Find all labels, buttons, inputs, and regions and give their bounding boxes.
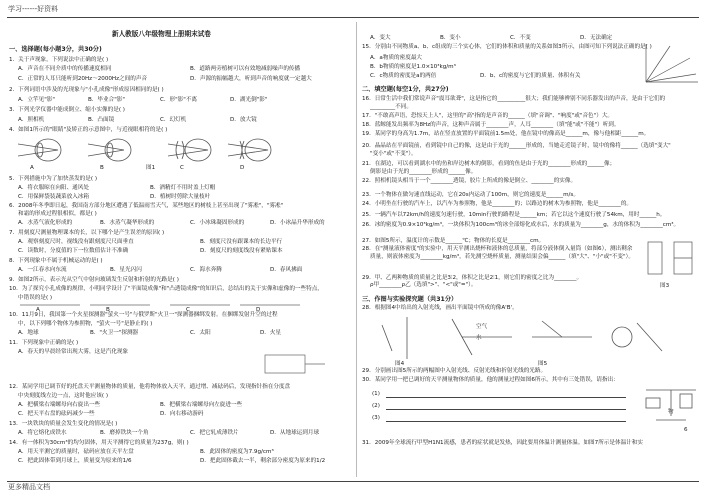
left-line-35: B．刻度尺没有跟课本的长边平行 (200, 239, 283, 245)
right-line-34: 空气 (476, 324, 488, 330)
left-line-29: A．水蒸气液化形成的 (18, 220, 73, 226)
left-line-17: A (30, 165, 34, 171)
right-line-41: 物 (668, 409, 674, 415)
left-line-63: D．向右移动游码 (160, 411, 204, 417)
right-line-28: 29．甲、乙两种物质的质量之比是3∶2，体积之比是2∶1，则它们的密度之比为________。 (362, 275, 583, 281)
right-line-8: D．b、c的密度与它们的质量、体积有关 (480, 73, 581, 79)
right-line-0: A．变大 (370, 35, 391, 41)
figure-q11-sketch (260, 350, 330, 380)
left-line-53: B．"火卫一"探测器 (90, 330, 139, 336)
left-line-48: C (186, 307, 190, 313)
right-line-40: (3) (372, 415, 380, 421)
left-line-11: 3．下列光学仪器中能成倒立、缩小实像的是( ) (9, 107, 125, 113)
left-line-9: C．形"影"不离 (160, 97, 198, 103)
left-line-7: A．立竿见"影" (18, 97, 55, 103)
left-line-47: B (106, 307, 110, 313)
left-line-58: 12．某同学用已调节好的托盘天平测量物体的质量，他将物体放入天平，通过增、减砝码后，发现指针指在分度盘 (9, 384, 291, 390)
left-line-40: B．星光闪闪 (110, 267, 142, 273)
right-line-21: 24．小明坐在行驶的汽车上，以汽车为参照物，他是________的；以路边的树木为参照物，他是________的。 (362, 201, 633, 207)
right-line-13: 18．蓝鲸能发出频率为8Hz的声音，这种声音属于________声，人耳________（填"能"或"不能"）听到。 (362, 122, 620, 128)
left-line-62: C．把天平右盘的砝码减少一些 (18, 411, 95, 417)
right-line-38: (1) (372, 391, 380, 397)
left-line-12: A．照相机 (18, 117, 45, 123)
left-line-66: B．磨掉铁块一个角 (100, 430, 149, 436)
left-line-65: A．将它熔化成铁水 (18, 430, 67, 436)
left-line-28: 和霜的形成过程很相似，都是( ) (18, 211, 97, 217)
left-line-71: B．此固体的密度为7.9g/cm³ (200, 449, 274, 455)
right-line-14: 19．某同学的身高为1.7m，站在竖直放置的平面镜前1.5m处，他在镜中的像高是______m，像与他相距______m。 (362, 131, 650, 137)
left-line-60: A．把横梁右端螺母向右旋出一些 (18, 402, 101, 408)
left-line-70: A．用天平测它的质量时，砝码应放在天平左盘 (18, 449, 134, 455)
left-line-27: 6．2008年冬季即日起，我国南方部分地区遭遇了低温雨雪天气，某些地区的树枝上甚至出现了"雾凇"，"雾凇" (9, 203, 284, 209)
left-line-13: B．凸面镜 (88, 117, 115, 123)
right-line-43: 31．2009年全球流行甲型H1N1流感，患者的症状就是发热，因此要用体温计测量体温。如图7所示是体温计和实 (362, 440, 643, 446)
right-line-20: 23．一个物体在做匀速直线运动，它在20s内运动了100m，则它的速度是______m/s。 (362, 192, 579, 198)
left-line-0: 一、选择题(每小题3分，共30分) (9, 46, 102, 53)
left-line-36: C．读数时，分度值的下一位数值估计不准确 (18, 248, 129, 254)
right-line-31: 28．根据图4中给出的入射光线，画出平面镜中所成的像A'B'。 (362, 305, 518, 311)
left-line-21: D (240, 165, 245, 171)
left-line-24: B．酒精灯不用时盖上灯帽 (150, 185, 216, 191)
left-line-2: A．声音在不同介质中的传播速度相同 (18, 66, 112, 72)
right-line-4: 15．分别由不同物质a、b、c组成的三个实心体，它们的体积和质量的关系如图3所示，由图可知下列说法正确的是( ) (362, 44, 652, 50)
left-line-26: D．植树时剪除大量枝叶 (150, 194, 211, 200)
left-line-22: 5．下列措施中为了加快蒸发的是( ) (9, 176, 98, 182)
left-line-41: C．海水奔腾 (190, 267, 222, 273)
column-divider (356, 22, 357, 477)
left-line-5: D．声源的振幅越大，听到声音的响度就一定越大 (190, 76, 312, 82)
footer-rule (7, 481, 699, 482)
right-line-29: ρ甲________ρ乙（选填">"、"<"或"="）。 (370, 282, 477, 288)
figure-2-light-paths (20, 298, 300, 312)
right-line-6: B．b物质的密度是1.0×10³kg/m³ (370, 64, 456, 70)
left-line-33: 7．用刻度尺测量物理课本的长，以下哪个是产生误差的原因( ) (9, 230, 165, 236)
page-footer: 更多精品文档 (8, 483, 50, 491)
left-line-15: D．放大镜 (230, 117, 257, 123)
left-line-30: B．水蒸气凝华形成的 (100, 220, 155, 226)
left-line-49: D (256, 307, 261, 313)
left-line-32: D．小冰晶升华形成的 (270, 220, 325, 226)
left-line-8: B．毕业合"影" (88, 97, 125, 103)
figure-4-mirror-diagram (362, 315, 702, 361)
left-line-54: C．太阳 (190, 330, 211, 336)
left-line-25: C．用保鲜袋装蔬菜放入冰箱 (18, 194, 90, 200)
right-line-11: _________不同。 (370, 104, 412, 110)
left-line-56: 11．下列现象中正确的是( ) (9, 340, 79, 346)
right-line-37: 30．某同学用一把已调好的天平测量物体的质量，他的测量过程如图6所示，其中有三处错误，请指出： (362, 377, 619, 383)
right-line-30: 三、作图与实验探究题（共31分） (362, 296, 458, 303)
left-line-6: 2．下列词语中涉及的光现象与"小孔成像"形成原因相同的是( ) (9, 87, 164, 93)
left-line-72: C．把此固体带到月球上，质量变为原来的1/6 (18, 458, 132, 464)
left-line-31: C．小冰珠凝固形成的 (190, 220, 245, 226)
right-line-35: 水 (476, 335, 482, 341)
answer-line-2[interactable] (386, 409, 626, 410)
left-line-34: A．观察刻度尺时，视线没有跟刻度尺尺面垂直 (18, 239, 134, 245)
figure-3-mass-volume-graph (640, 42, 700, 86)
left-line-10: D．湖光倒"影" (230, 97, 268, 103)
right-line-12: 17．"不敢高声语，恐惊天上人"，这里的"高"指的是声音的______（填"音调"、"响度"或"音色"）大。 (362, 113, 614, 119)
left-line-19: 图1 (146, 165, 156, 171)
right-line-18: 倒影是由于光的________形成的______像。 (370, 169, 477, 175)
left-line-67: C．把它轧成薄铁片 (190, 430, 239, 436)
left-line-43: 9．如图2所示，表示光从空气中射向玻璃发生反射和折射的光路是( ) (9, 277, 179, 283)
left-line-69: 14．有一体积为30cm³的均匀固体，用天平测得它的质量为237g，则( ) (9, 440, 189, 446)
right-line-1: B．变小 (440, 35, 461, 41)
right-line-36: 29．分别画出图5所示的两幅图中入射光线、反射光线和折射光线的光路。 (362, 368, 547, 374)
right-line-3: D．无法确定 (580, 35, 613, 41)
left-line-16: 4．如图1所示的"眼睛"及矫正的示意图中，与近视眼相符的是( ) (9, 127, 168, 133)
figure-6-balance (640, 380, 700, 424)
left-line-37: D．刻度尺的刻度线没有紧贴课本 (200, 248, 283, 254)
left-line-44: 10．为了探究小孔成像的规律，小明同学设计了"平面镜成像"和"凸透镜成像"的知识后，总结出的关于实像和虚像的一些特点， (9, 286, 323, 292)
right-line-10: 16．日常生活中我们常说声音"震耳欲聋"，这是指它的__________很大；我们能够辨别不同乐器发出的声音，是由于它们的 (362, 96, 666, 102)
left-line-61: B．把横梁右端螺母向左旋进一些 (160, 402, 243, 408)
left-line-51: 中，以下列哪个物体为参照物，"萤火一号"是静止的( ) (18, 321, 153, 327)
left-line-14: C．幻灯机 (160, 117, 187, 123)
figure-1-eye-diagrams (18, 135, 278, 165)
left-line-64: 13．一块铁块的质量会发生变化的情况是( ) (9, 421, 118, 427)
left-line-52: A．地球 (18, 330, 39, 336)
right-line-25: 28．在"测量液体密度"的实验中，用天平测出烧杯和液体的总质量，将部分液体倒入量筒（如图6），测出剩余 (362, 246, 633, 252)
left-line-73: D．把此固体截去一半，剩余部分密度为原来的1/2 (200, 458, 326, 464)
left-line-39: A．一江春水向东流 (18, 267, 67, 273)
right-line-15: 20．晶晶站在平面镜前，看到镜中自己的像，这是由于光的______形成的，当她走近镜子时，镜中的像将______（选填"变大" (362, 143, 671, 149)
right-line-39: (2) (372, 403, 380, 409)
answer-line-1[interactable] (386, 397, 626, 398)
left-line-45: 中错误的是( ) (18, 295, 53, 301)
left-line-55: D．火星 (260, 330, 282, 336)
right-line-24: 27．如图5所示，温度计的示数是______℃；物体的长度是________cm。 (362, 238, 545, 244)
page-title: 新人教版八年级物理上册期末试卷 (112, 30, 211, 38)
left-line-68: D．从地球运到月球 (270, 430, 320, 436)
left-line-23: A．将衣服晾在向阳、通风处 (18, 185, 89, 191)
left-line-4: C．正常的人耳只能听到20Hz～2000Hz之间的声音 (18, 76, 148, 82)
right-line-7: C．c物质的密度是a的两倍 (370, 73, 437, 79)
right-line-19: 22．照相机镜头相当于一个________透镜，胶片上所成的像是倒立、________的实像。 (362, 178, 577, 184)
left-line-18: B (100, 165, 104, 171)
page-header: 学习------好资料 (8, 5, 59, 13)
left-line-46: A (36, 307, 40, 313)
right-line-2: C．不变 (510, 35, 531, 41)
right-line-23: 26．冰的密度为0.9×10³kg/m³，一块体积为100cm³的冰全部熔化成水后，水的质量为________g，水的体积为________cm³。 (362, 222, 680, 228)
left-line-50: 10．11月9日，我国第一个火星探测器"萤火一号"与俄罗斯"火卫一"探测器捆绑发射。在捆绑发射升空的过程 (9, 312, 278, 318)
right-line-16: "变小"或"不变"）。 (370, 151, 417, 157)
left-line-59: 中央刻度线左边一点，这时他应该( ) (18, 393, 109, 399)
right-line-33: 图5 (538, 361, 548, 367)
right-line-42: 6 (684, 427, 688, 433)
left-line-38: 8．下列现象中不属于机械运动的是( ) (9, 258, 103, 264)
header-rule (7, 17, 699, 18)
left-line-57: A．春天的早晨经常出现大雾，这是汽化现象 (18, 349, 129, 355)
left-line-1: 1．关于声现象，下列说法中正确的是( ) (9, 57, 109, 63)
answer-line-3[interactable] (386, 421, 626, 422)
left-line-42: D．春风拂面 (270, 267, 303, 273)
left-line-20: C (180, 165, 184, 171)
right-line-27: 图3 (660, 283, 670, 289)
right-line-17: 21．在湖边，可以看到湖水中的鱼和岸边树木的倒影，看到的鱼是由于光的________形成的______像； (362, 161, 616, 167)
right-line-32: 图4 (395, 361, 405, 367)
left-line-3: B．道路两旁植树可以有效地减弱噪声的传播 (190, 66, 301, 72)
right-line-9: 二、填空题(每空1分，共27分) (362, 86, 449, 93)
right-line-26: 质量，则液体密度为________kg/m³，若先测空烧杯质量，测量结果会偏______（填"大"、"小"或"不变"）。 (370, 254, 634, 260)
figure-5-thermometer (640, 238, 700, 278)
right-line-5: A．a物质的密度最大 (370, 55, 423, 61)
right-line-22: 25．一辆汽车以72km/h的速度匀速行驶，10min行驶的路程是______km；若它以这个速度行驶了54km，用时______h。 (362, 212, 666, 218)
